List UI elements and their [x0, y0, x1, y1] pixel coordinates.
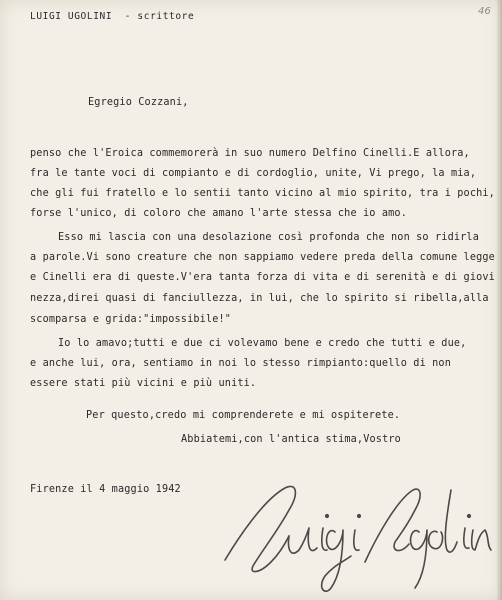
body-line: nezza,direi quasi di fanciullezza, in lui, che lo spirito si ribella,alla — [30, 293, 489, 304]
body-line: scomparsa e grida:"impossibile!" — [30, 314, 232, 325]
body-line: Esso mi lascia con una desolazione così profonda che non so ridirla — [58, 232, 479, 243]
place-date: Firenze il 4 maggio 1942 — [30, 484, 181, 495]
body-line: fra le tante voci di compianto e di cordoglio, unite, Vi prego, la mia, — [30, 168, 477, 179]
body-line: Io lo amavo;tutti e due ci volevamo bene e credo che tutti e due, — [58, 338, 467, 349]
body-line: forse l'unico, di coloro che amano l'arte stessa che io amo. — [30, 208, 408, 219]
letterhead — [30, 12, 194, 22]
body-line: a parole.Vi sono creature che non sappiamo vedere preda della comune legge — [30, 252, 495, 263]
salutation: Egregio Cozzani, — [88, 97, 189, 108]
letterhead-name: LUIGI UGOLINI — [30, 11, 113, 22]
signature — [215, 470, 500, 595]
body-line: che gli fui fratello e lo sentii tanto vicino al mio spirito, tra i pochi, — [30, 188, 495, 199]
body-line: Per questo,credo mi comprenderete e mi ospiterete. — [86, 410, 401, 421]
body-line: essere stati più vicini e più uniti. — [30, 378, 257, 389]
body-line: e anche lui, ora, sentiamo in noi lo stesso rimpianto:quello di non — [30, 358, 451, 369]
body-line: penso che l'Eroica commemorerà in suo numero Delfino Cinelli.E allora, — [30, 148, 470, 159]
folio-number: 46 — [478, 6, 491, 17]
closing: Abbiatemi,con l'antica stima,Vostro — [181, 434, 401, 445]
body-line: e Cinelli era di queste.V'era tanta forza di vita e di serenità e di giovi — [30, 272, 495, 283]
letterhead-title: - scrittore — [124, 11, 195, 22]
